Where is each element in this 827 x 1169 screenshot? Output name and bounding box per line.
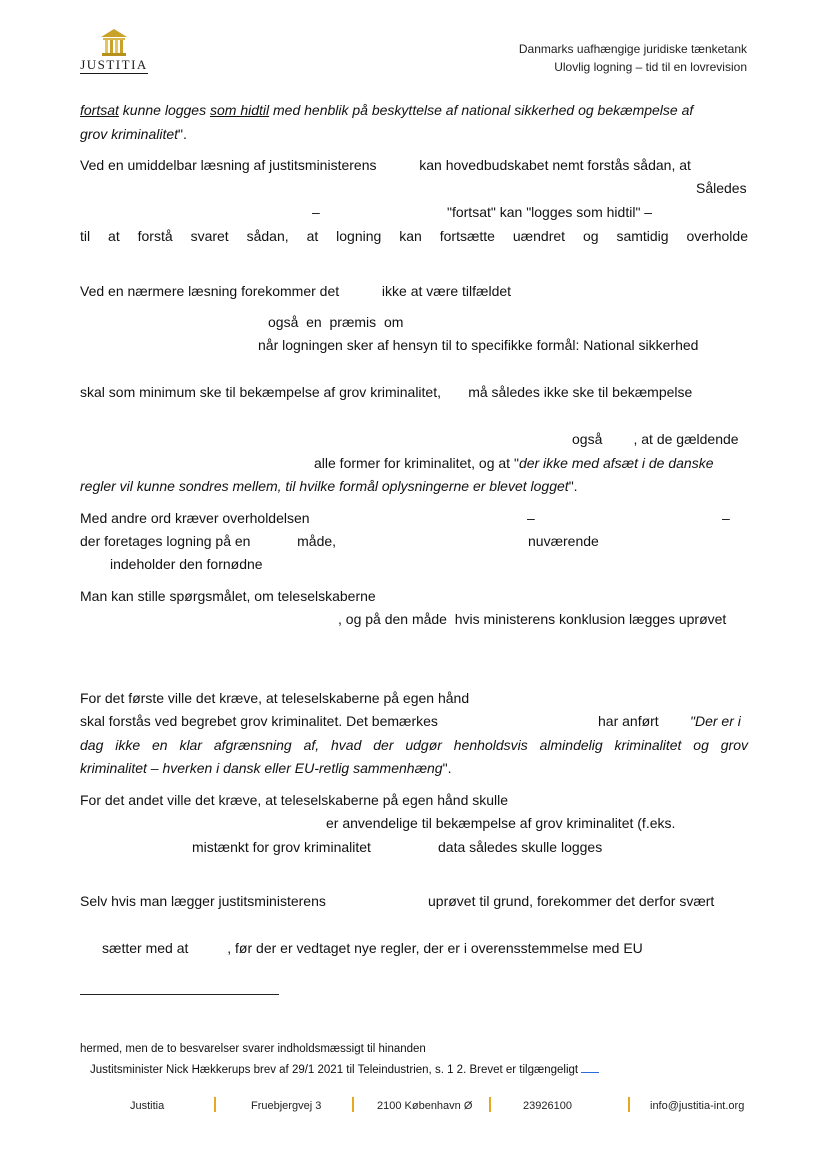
text-run: alle former for kriminalitet, og at "	[314, 455, 519, 471]
footer-email[interactable]: info@justitia-int.org	[650, 1100, 745, 1112]
text-line	[80, 478, 748, 494]
quoted-text: "Der er i	[690, 713, 741, 729]
footer-separator	[214, 1097, 216, 1112]
text-line: der foretages logning på en måde,	[80, 533, 337, 549]
footer-separator	[628, 1097, 630, 1112]
text-line: –	[312, 204, 320, 220]
text-line: skal som minimum ske til bekæmpelse af grov kriminalitet, må således ikke ske til bekæmpelse	[80, 384, 693, 400]
quoted-text: der ikke med afsæt i de danske	[518, 455, 714, 471]
text-line: også , at de gældende	[572, 431, 739, 447]
text-line: til at forstå svaret sådan, at logning kan fortsætte uændret og samtidig overholde	[80, 228, 748, 244]
footnote-text: hermed, men de to besvarelser svarer indholdsmæssigt til hinanden	[80, 1043, 426, 1055]
text-line: sætter med at , før der er vedtaget nye regler, der er i overensstemmelse med EU	[102, 940, 643, 956]
underlined-word: fortsat	[80, 102, 119, 118]
justitia-logo	[78, 28, 150, 76]
underlined-phrase: som hidtil	[209, 102, 270, 118]
text-run: grov kriminalitet	[80, 126, 179, 142]
document-title: Ulovlig logning – tid til en lovrevision	[554, 60, 747, 74]
text-line: "fortsat" kan "logges som hidtil" –	[447, 204, 653, 220]
footer-city: 2100 København Ø	[377, 1100, 473, 1112]
text-line: indeholder den fornødne	[110, 556, 263, 572]
footer-separator	[352, 1097, 354, 1112]
text-line: Selv hvis man lægger justitsministerens	[80, 893, 326, 909]
text-line	[80, 102, 748, 118]
text-run: med henblik på beskyttelse af national sikkerhed og bekæmpelse af	[269, 102, 694, 118]
text-line	[314, 455, 713, 471]
footer-street: Fruebjergvej 3	[251, 1100, 322, 1112]
text-line: skal forstås ved begrebet grov kriminalitet. Det bemærkes	[80, 713, 438, 729]
footer-phone: 23926100	[523, 1100, 572, 1112]
footnote-text-run: Justitsminister Nick Hækkerups brev af 29/1 2021 til Teleindustrien, s. 1 2. Brevet er tilgængeligt	[90, 1064, 579, 1076]
text-line: er anvendelige til bekæmpelse af grov kriminalitet (f.eks.	[326, 815, 676, 831]
text-line: uprøvet til grund, forekommer det derfor svært	[428, 893, 715, 909]
quoted-text: dag ikke en klar afgrænsning af, hvad der udgør henholdsvis almindelig kriminalitet og grov	[80, 737, 748, 753]
text-line: –	[722, 510, 730, 526]
page-header	[519, 40, 747, 76]
text-line: mistænkt for grov kriminalitet	[192, 839, 371, 855]
footnote-text	[90, 1062, 599, 1076]
text-line: , og på den måde hvis ministerens konklusion lægges uprøvet	[338, 611, 727, 627]
text-line: nuværende	[528, 533, 599, 549]
text-line: data således skulle logges	[438, 839, 603, 855]
text-line: Med andre ord kræver overholdelsen	[80, 510, 310, 526]
text-line: har anført	[598, 713, 659, 729]
text-run: kunne logges	[118, 102, 210, 118]
footnote-link[interactable]	[581, 1062, 599, 1073]
text-line: Således	[696, 180, 747, 196]
quoted-text: kriminalitet – hverken i dansk eller EU-retlig sammenhæng	[80, 760, 443, 776]
logo-underline	[80, 73, 148, 74]
text-run: ".	[442, 760, 452, 776]
footnote-divider	[80, 994, 279, 995]
text-line: når logningen sker af hensyn til to specifikke formål: National sikkerhed	[258, 337, 699, 353]
text-line: også en præmis om	[268, 314, 404, 330]
text-line: For det første ville det kræve, at teleselskaberne på egen hånd	[80, 690, 470, 706]
text-run: ".	[178, 126, 187, 142]
text-line: –	[527, 510, 535, 526]
text-line: Ved en umiddelbar læsning af justitsministerens kan hovedbudskabet nemt forstås sådan, at	[80, 157, 691, 173]
logo-wordmark: JUSTITIA	[80, 57, 148, 72]
footer-name: Justitia	[130, 1100, 165, 1112]
quoted-text: regler vil kunne sondres mellem, til hvilke formål oplysningerne er blevet logget	[80, 478, 569, 494]
text-line: Man kan stille spørgsmålet, om teleselskaberne	[80, 588, 376, 604]
text-line	[80, 760, 748, 776]
justitia-building-logo-icon	[97, 28, 131, 58]
text-line	[80, 126, 748, 142]
text-line: For det andet ville det kræve, at teleselskaberne på egen hånd skulle	[80, 792, 509, 808]
org-name: Danmarks uafhængige juridiske tænketank	[518, 42, 747, 56]
text-line: Ved en nærmere læsning forekommer det ikke at være tilfældet	[80, 283, 512, 299]
text-run: ".	[568, 478, 578, 494]
footer-separator	[489, 1097, 491, 1112]
